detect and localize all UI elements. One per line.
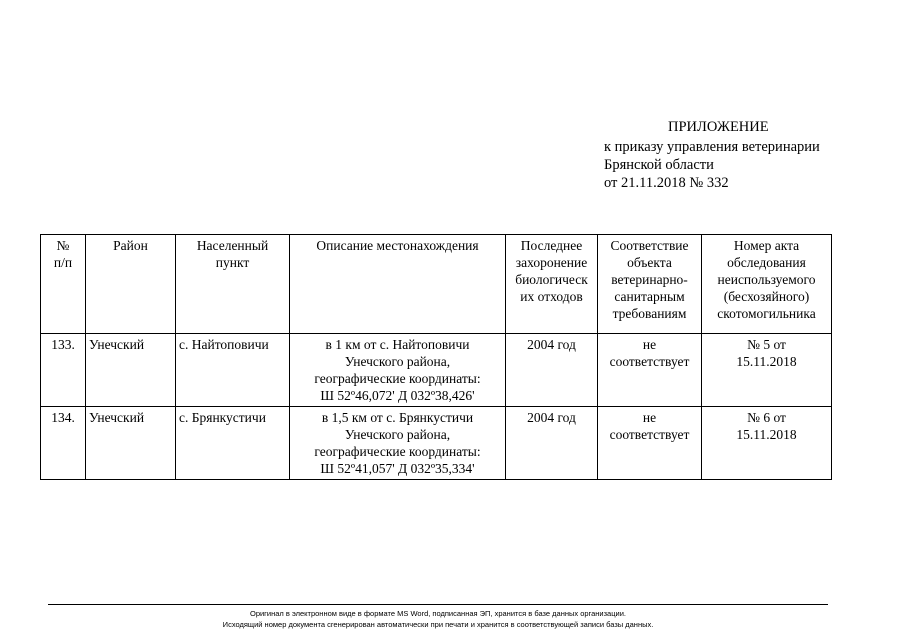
appendix-region: Брянской области <box>604 157 714 173</box>
col-header-location: Описание местонахождения <box>290 235 506 334</box>
row-last-burial: 2004 год <box>506 407 598 480</box>
row-settlement: с. Найтоповичи <box>176 334 290 407</box>
col-header-number: № п/п <box>41 235 86 334</box>
document-footer <box>48 608 828 630</box>
burial-sites-table <box>40 234 832 480</box>
footer-number-note: Исходящий номер документа сгенерирован автоматически при печати и хранится в соответствующей записи базы данных. <box>222 620 654 629</box>
appendix-order-ref: к приказу управления ветеринарии <box>604 139 820 155</box>
row-compliance: не соответствует <box>598 334 702 407</box>
row-act-number: № 6 от 15.11.2018 <box>702 407 832 480</box>
row-last-burial: 2004 год <box>506 334 598 407</box>
footer-original-note: Оригинал в электронном виде в формате MS Word, подписанная ЭП, хранится в базе данных организации. <box>249 609 626 618</box>
appendix-order-date: от 21.11.2018 № 332 <box>604 175 729 191</box>
appendix-header <box>604 118 884 192</box>
col-header-compliance: Соответствие объекта ветеринарно- санитарным требованиям <box>598 235 702 334</box>
row-compliance: не соответствует <box>598 407 702 480</box>
row-district: Унечский <box>86 334 176 407</box>
table-header-row <box>41 235 832 334</box>
row-number: 133. <box>41 334 86 407</box>
table-row <box>41 407 832 480</box>
appendix-title: ПРИЛОЖЕНИЕ <box>668 119 769 135</box>
footer-divider <box>48 604 828 605</box>
row-number: 134. <box>41 407 86 480</box>
col-header-act-number: Номер акта обследования неиспользуемого (бесхозяйного) скотомогильника <box>702 235 832 334</box>
table-row <box>41 334 832 407</box>
row-settlement: с. Брянкустичи <box>176 407 290 480</box>
col-header-district: Район <box>86 235 176 334</box>
row-location: в 1 км от с. Найтоповичи Унечского района, географические координаты: Ш 52º46,072' Д 032º38,426' <box>290 334 506 407</box>
row-district: Унечский <box>86 407 176 480</box>
row-act-number: № 5 от 15.11.2018 <box>702 334 832 407</box>
row-location: в 1,5 км от с. Брянкустичи Унечского района, географические координаты: Ш 52º41,057' Д 032º35,334' <box>290 407 506 480</box>
col-header-last-burial: Последнее захоронение биологическ их отходов <box>506 235 598 334</box>
col-header-settlement: Населенный пункт <box>176 235 290 334</box>
